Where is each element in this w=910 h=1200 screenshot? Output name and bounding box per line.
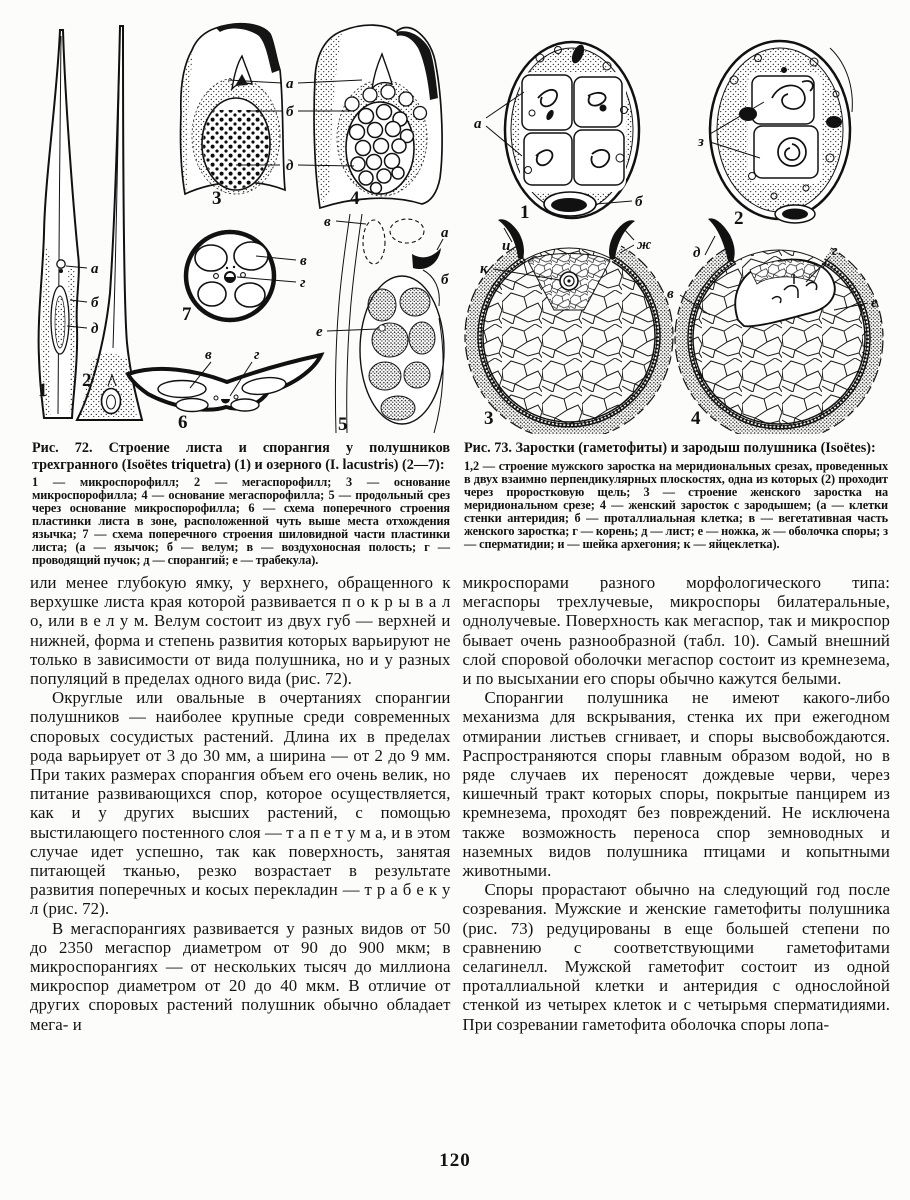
fig72-label-a: а [441,225,449,241]
fig72-label-g: г [254,347,260,363]
figure-73 [462,18,890,567]
fig72-label-d: д [286,158,294,174]
fig72-number-1: 1 [38,380,48,401]
fig72-label-b: б [91,295,99,311]
text-column-right [463,573,891,1034]
paragraph: В мегаспорангиях развивается у разных видов от 50 до 2350 мегаспор диаметром от 90 до 900 мкм; в микроспорангиях — от нескольких тысяч до миллиона микроспор диаметром от 20 до 40 мкм. В отличие от других споровых растений полушник обычно обладает мега- и [30,918,451,1034]
figure-72 [30,18,452,567]
fig73-male-gametophyte-2 [697,41,852,229]
fig73-number-2: 2 [734,208,744,229]
fig73-label-g: г [832,243,838,259]
figures-row [0,0,910,567]
fig73-label-a: а [474,116,482,132]
fig72-number-6: 6 [178,412,188,433]
fig72-label-a: а [286,76,294,92]
figure-73-caption-title: Рис. 73. Заростки (гаметофиты) и зародыш полушника (Isoëtes): [464,440,876,456]
paragraph: Споры прорастают обычно на следующий год после созревания. Мужские и женские гаметофиты полушника (рис. 73) редуцированы в еще большей степени по сравнению с соответствующими гаметофитами селагинелл. Мужской гаметофит состоит из одной проталлиальной клетки и антеридия с однослойной стенкой из четырех клеток и с четырьмя сперматидиями. При созревании гаметофита оболочка споры лопа- [462,880,890,1034]
text-column-left [30,573,451,1034]
fig72-label-b: б [441,272,449,288]
fig72-microsporophyll-1 [38,30,99,418]
fig72-megasporophyll-2 [77,26,142,420]
fig72-number-7: 7 [182,304,192,325]
fig72-label-v: в [324,214,331,230]
paragraph: Округлые или овальные в очертаниях спорангии полушников — наиболее крупные среди современных споровых сосудистых растений. Длина их в пределах рода варьирует от 3 до 30 мм, а ширина — от 2 до 9 мм. При таких размерах спорангия объем его очень велик, но питание развивающихся спор, которое осуществляется, как и у других высших растений, с помощью выстилающего постенного слоя — т а п е т у м а, и в этом случае идет успешно, так как поверхность, занятая питающей тканью, резко возрастает в результате развития поперечных и косых перекладин — т р а б е к у л (рис. 72). [30,688,451,919]
fig72-label-e: е [316,324,323,340]
fig73-number-3: 3 [484,408,494,429]
fig73-label-b: б [635,194,643,210]
body-text [0,567,910,1034]
fig72-number-2: 2 [82,370,92,391]
fig73-label-v: в [667,286,674,302]
paragraph: Спорангии полушника не имеют какого-либо механизма для вскрывания, стенка их при ежегодном отмирании листьев сгнивает, и споры высвобождаются. Распространяются споры главным образом водой, но в ряде случаев их переносят дождевые черви, через кишечный тракт которых споры, покрытые панцирем из кремнезема, проходят без повреждений. Не исключена также возможность переноса спор земноводных и наземных видов полушника птицами и копытными животными. [462,688,890,881]
fig72-number-4: 4 [350,188,360,209]
fig72-number-5: 5 [338,414,348,434]
fig72-label-d: д [91,321,99,337]
fig73-female-gametophyte-3 [465,219,673,434]
fig73-label-d: д [693,245,701,261]
fig73-label-z: з [698,134,704,150]
figure-73-caption-legend: 1,2 — строение мужского заростка на меридиональных срезах, проведенных в двух взаимно перпендикулярных плоскостях, одна из которых (2) проходит через проростковую щель; 3 — строение женского заростка на меридиональном срезе; 4 — женский заросток с зародышем; (а — клетки стенки антеридия; б — проталлиальная клетка; в — вегетативная часть женского заростка; г — корень; д — лист; е — ножка, ж — оболочка споры; з — сперматидии; и — шейка архегония; к — яйцеклетка). [464,458,888,551]
fig72-label-g: г [300,275,306,291]
figure-72-caption-title: Рис. 72. Строение листа и спорангия у полушников трехгранного (Isoëtes triquetra) (1) и озерного (I. lacustris) (2—7): [32,440,450,473]
fig73-label-k: к [480,261,488,277]
figure-73-illustration [462,18,890,434]
figure-72-illustration [30,18,452,434]
fig73-label-e: е [871,295,878,311]
fig72-awl-cross-section-7 [182,232,307,325]
fig73-number-4: 4 [691,408,701,429]
fig72-microsporophyll-base-3 [180,24,285,209]
figure-72-caption-legend: 1 — микроспорофилл; 2 — мегаспорофилл; 3 — основание микроспорофилла; 4 — основание мегаспорофилла; 5 — продольный срез через основание микроспорофилла; 6 — схема поперечного строения пластинки листа в зоне, расположенной чуть выше места отхождения язычка; 7 — схема поперечного строения шиловидной части пластинки листа; (а — язычок; б — велум; в — воздухоносная полость; г — проводящий пучок; д — спорангий; е — трабекула). [32,475,450,567]
fig72-blade-cross-section-6 [128,347,321,433]
paragraph: микроспорами разного морфологического типа: мегаспоры трехлучевые, микроспоры билатеральные, однолучевые. Поверхность как мегаспор, так и микроспор бывает очень разнообразной (табл. 10). Самый внешний слой споровой оболочки мегаспор состоит из кремнезема, и по высыхании его споры обычно кажутся белыми. [462,573,890,689]
fig72-label-a: а [91,261,99,277]
fig73-label-zh: ж [637,237,652,253]
fig73-label-i: и [502,238,511,254]
paragraph: или менее глубокую ямку, у верхнего, обращенного к верхушке листа края которой развивается п о к р ы в а л о, или в е л у м. Велум состоит из двух губ — верхней и нижней, форма и степень развития которых варьируют не только в зависимости от вида полушника, но и у разных популяций в пределах одного вида (рис. 72). [30,573,451,689]
fig73-male-gametophyte-1 [474,42,643,223]
fig73-number-1: 1 [520,202,530,223]
fig72-label-v: в [205,347,212,363]
fig72-label-v: в [300,253,307,269]
fig73-gametophyte-with-embryo-4 [667,218,883,434]
fig72-label-b: б [286,104,294,120]
page-number: 120 [439,1150,471,1171]
fig72-number-3: 3 [212,188,222,209]
fig72-megasporophyll-base-4 [314,25,442,209]
fig72-longitudinal-section-5 [316,214,449,434]
